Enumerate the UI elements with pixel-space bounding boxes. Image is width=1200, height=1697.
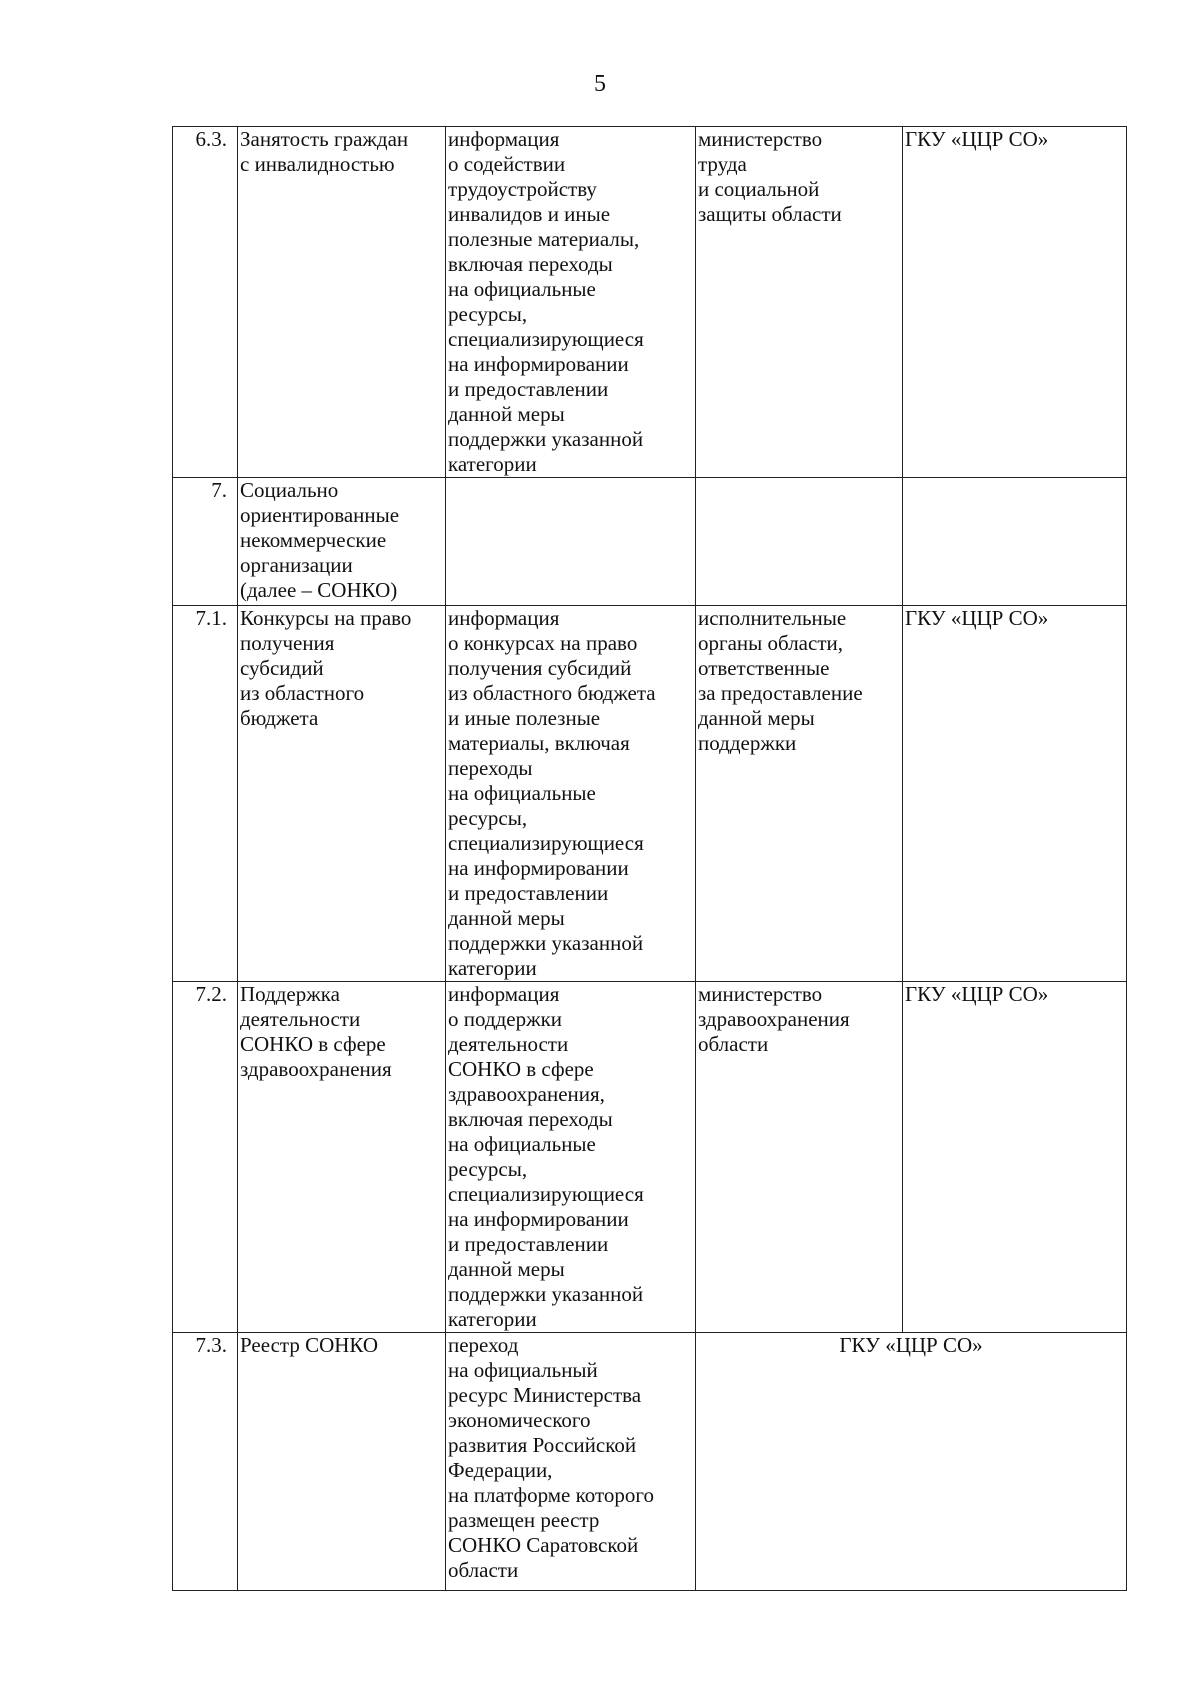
measure-content [446,478,696,606]
measure-content: информация о содействии трудоустройству инвалидов и иные полезные материалы, включая переходы на официальные ресурсы, специализирующиеся на информировании и предоставлении данной меры поддержки указанной категории [446,127,696,478]
measure-name: Реестр СОНКО [238,1333,446,1591]
measure-content: информация о поддержки деятельности СОНКО в сфере здравоохранения, включая переходы на официальные ресурсы, специализирующиеся на информировании и предоставлении данной меры поддержки указанной категории [446,982,696,1333]
provider: ГКУ «ЦЦР СО» [903,982,1127,1333]
row-number: 7. [173,478,238,606]
merged-responsible-provider: ГКУ «ЦЦР СО» [696,1333,1127,1591]
responsible-body: министерство здравоохранения области [696,982,903,1333]
row-number: 7.2. [173,982,238,1333]
responsible-body [696,478,903,606]
provider: ГКУ «ЦЦР СО» [903,606,1127,982]
measure-name: Социально ориентированные некоммерческие организации (далее – СОНКО) [238,478,446,606]
measure-name: Конкурсы на право получения субсидий из областного бюджета [238,606,446,982]
table-row [173,1333,1127,1591]
page-number: 5 [594,71,606,97]
table-row [173,478,1127,606]
row-number: 7.3. [173,1333,238,1591]
row-number: 7.1. [173,606,238,982]
support-measures-table [172,126,1127,1591]
measure-name: Поддержка деятельности СОНКО в сфере здравоохранения [238,982,446,1333]
measure-content: переход на официальный ресурс Министерства экономического развития Российской Федерации, на платформе которого размещен реестр СОНКО Саратовской области [446,1333,696,1591]
provider [903,478,1127,606]
responsible-body: исполнительные органы области, ответственные за предоставление данной меры поддержки [696,606,903,982]
table-row [173,982,1127,1333]
provider: ГКУ «ЦЦР СО» [903,127,1127,478]
measure-name: Занятость граждан с инвалидностью [238,127,446,478]
measure-content: информация о конкурсах на право получения субсидий из областного бюджета и иные полезные материалы, включая переходы на официальные ресурсы, специализирующиеся на информировании и предоставлении данной меры поддержки указанной категории [446,606,696,982]
table-row [173,127,1127,478]
table-row [173,606,1127,982]
responsible-body: министерство труда и социальной защиты области [696,127,903,478]
row-number: 6.3. [173,127,238,478]
